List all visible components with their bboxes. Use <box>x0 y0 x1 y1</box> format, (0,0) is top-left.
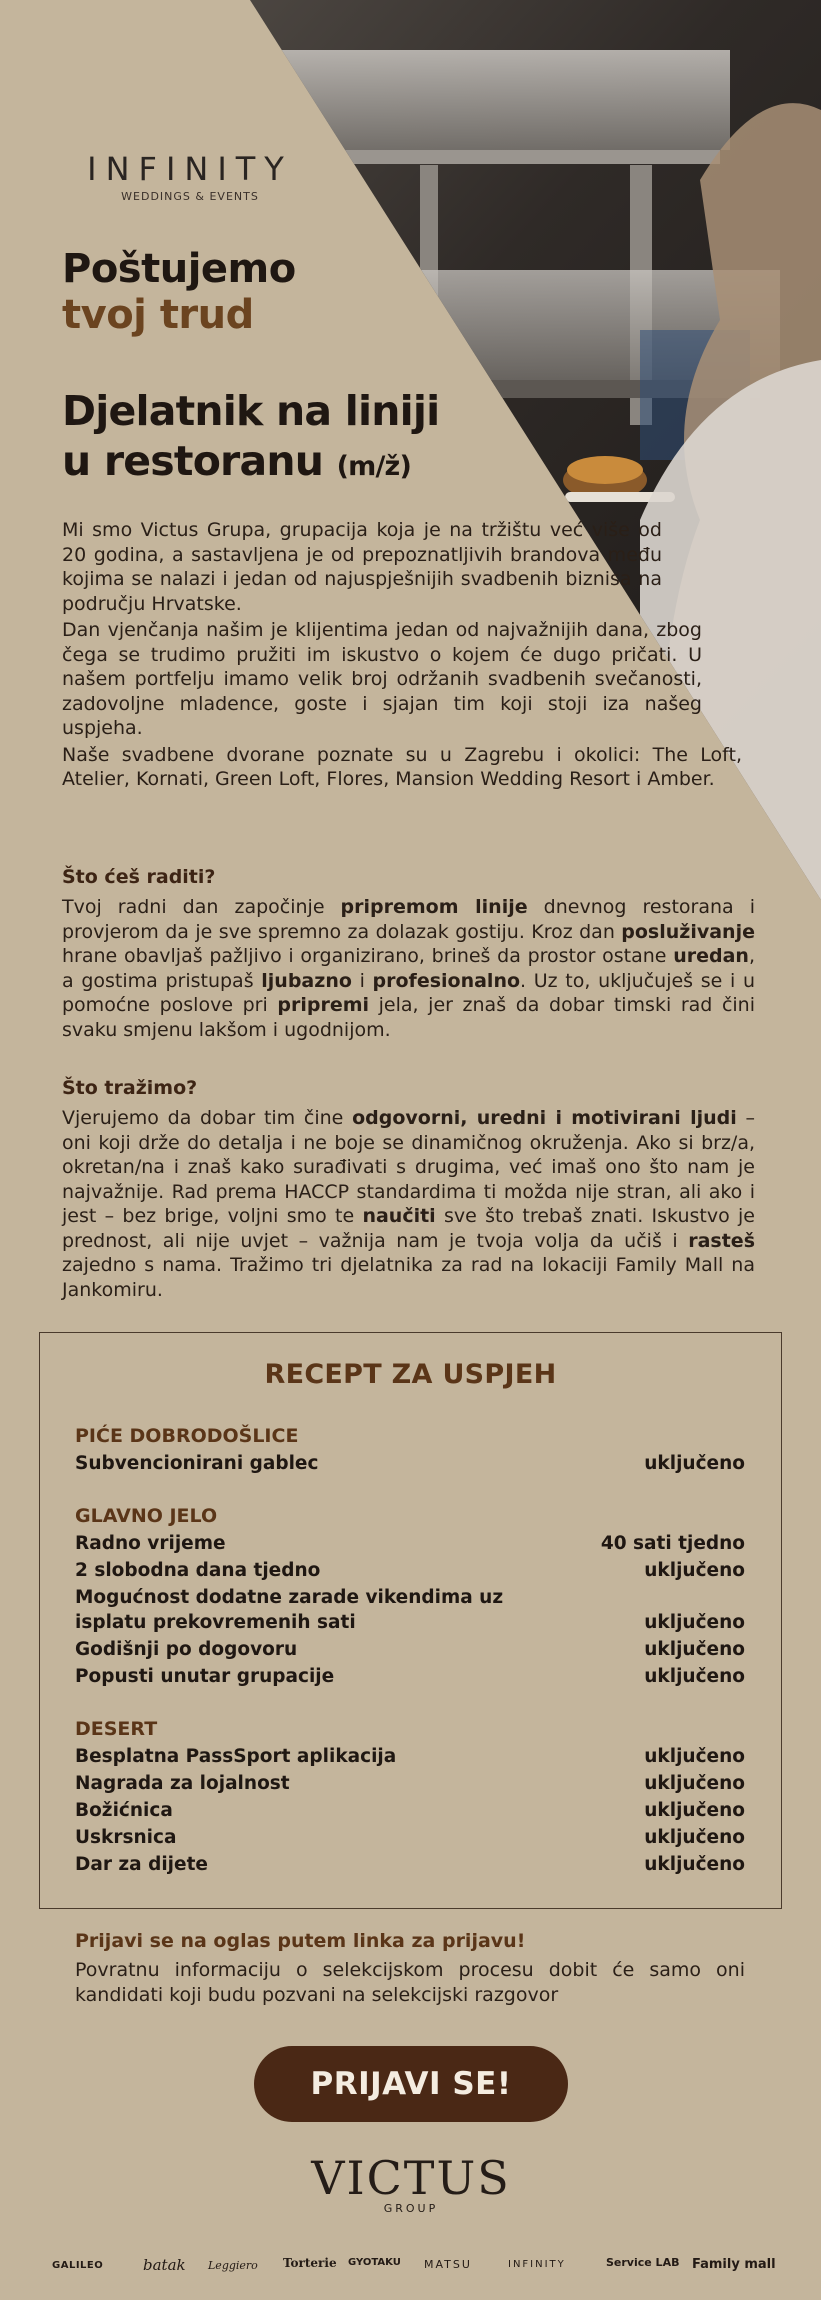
job-title-line2: u restoranu <box>62 437 324 485</box>
benefits-category: DESERT <box>75 1718 158 1740</box>
brand-logo: Service LAB <box>606 2256 680 2269</box>
benefit-row: Popusti unutar grupacije uključeno <box>75 1666 745 1687</box>
section-heading-what-we-seek: Što tražimo? <box>62 1077 198 1099</box>
benefit-row: Uskrsnica uključeno <box>75 1827 745 1848</box>
benefits-box <box>39 1332 782 1909</box>
brand-logo: batak <box>143 2256 186 2274</box>
job-title-line1: Djelatnik na liniji <box>62 387 440 435</box>
apply-button[interactable]: PRIJAVI SE! <box>254 2046 568 2122</box>
benefits-category: GLAVNO JELO <box>75 1505 218 1527</box>
benefit-row: 2 slobodna dana tjedno uključeno <box>75 1560 745 1581</box>
victus-group-logo <box>290 2152 532 2215</box>
brand-logo: Leggiero <box>208 2259 258 2272</box>
benefit-row: Godišnji po dogovoru uključeno <box>75 1639 745 1660</box>
section-heading-what-you-do: Što ćeš raditi? <box>62 866 216 888</box>
brand-logo: GALILEO <box>52 2260 104 2271</box>
brand-logo: Family mall <box>692 2257 776 2272</box>
job-title <box>62 386 439 492</box>
headline-line1: Poštujemo <box>62 246 296 292</box>
brand-logo: GYOTAKU <box>348 2257 401 2268</box>
brand-logos-row <box>40 2252 780 2282</box>
what-you-do-text: Tvoj radni dan započinje pripremom linije dnevnog restorana i provjerom da je sve spremno za dolazak gostiju. Kroz dan posluživanje hrane obavljaš pažljivo i organizirano, brineš da prostor ostane uredan, a gostima pristupaš ljubazno i profesionalno. Uz to, uključuješ se i u pomoćne poslove pri pripremi jela, jer znaš da dobar timski rad čini svaku smjenu lakšom i ugodnijom. <box>62 896 756 1041</box>
victus-wordmark: VICTUS <box>311 2151 511 2205</box>
intro-paragraph: Naše svadbene dvorane poznate su u Zagrebu i okolici: The Loft, Atelier, Kornati, Green Loft, Flores, Mansion Wedding Resort i Amber. <box>62 743 742 790</box>
intro-paragraph: Dan vjenčanja našim je klijentima jedan od najvažnijih dana, zbog čega se trudimo pružiti im iskustvo o kojem će dugo pričati. U našem portfelju imamo velik broj održanih svadbenih svečanosti, zadovoljne mladence, goste i sjajan tim koji stoji iza našeg uspjeha. <box>62 619 702 739</box>
benefit-row: Subvencionirani gablec uključeno <box>75 1453 745 1474</box>
benefit-row: Radno vrijeme 40 sati tjedno <box>75 1533 745 1554</box>
benefit-row: Nagrada za lojalnost uključeno <box>75 1773 745 1794</box>
logo-tagline: WEDDINGS & EVENTS <box>121 190 259 203</box>
benefit-row: Besplatna PassSport aplikacija uključeno <box>75 1746 745 1767</box>
benefit-row: Mogućnost dodatne zarade vikendima uz isplatu prekovremenih sati uključeno <box>75 1587 745 1633</box>
logo-brand: INFINITY <box>87 150 293 188</box>
job-title-suffix: (m/ž) <box>336 451 411 482</box>
brand-logo: MATSU <box>424 2258 472 2271</box>
benefit-row: Božićnica uključeno <box>75 1800 745 1821</box>
apply-note: Povratnu informaciju o selekcijskom procesu dobit će samo oni kandidati koji budu pozvani na selekcijski razgovor <box>75 1959 745 2006</box>
benefit-row: Dar za dijete uključeno <box>75 1854 745 1875</box>
brand-logo: Torterie <box>283 2256 337 2270</box>
what-we-seek-text: Vjerujemo da dobar tim čine odgovorni, uredni i motivirani ljudi – oni koji drže do detalja i ne boje se dinamičnog okruženja. Ako si brz/a, okretan/na i znaš kako surađivati s drugima, već imaš ono što nam je najvažnije. Rad prema HACCP standardima ti možda nije stran, ali ako i jest – bez brige, voljni smo te naučiti sve što trebaš znati. Iskustvo je prednost, ali nije uvjet – važnija nam je tvoja volja da učiš i rasteš zajedno s nama. Tražimo tri djelatnika za rad na lokaciji Family Mall na Jankomiru. <box>62 1107 755 1301</box>
victus-group-label: GROUP <box>383 2202 439 2215</box>
intro-text <box>62 518 742 794</box>
infinity-logo <box>60 150 320 203</box>
apply-heading: Prijavi se na oglas putem linka za prijavu! <box>75 1930 526 1952</box>
benefits-title: RECEPT ZA USPJEH <box>264 1359 557 1390</box>
intro-paragraph: Mi smo Victus Grupa, grupacija koja je na tržištu već više od 20 godina, a sastavljena je od prepoznatljivih brandova među kojima se nalazi i jedan od najuspješnijih svadbenih biznisa na području Hrvatske. <box>62 519 662 615</box>
benefits-category: PIĆE DOBRODOŠLICE <box>75 1425 299 1447</box>
brand-logo: INFINITY <box>508 2259 566 2270</box>
headline-line2: tvoj trud <box>62 292 254 338</box>
headline <box>62 246 296 338</box>
